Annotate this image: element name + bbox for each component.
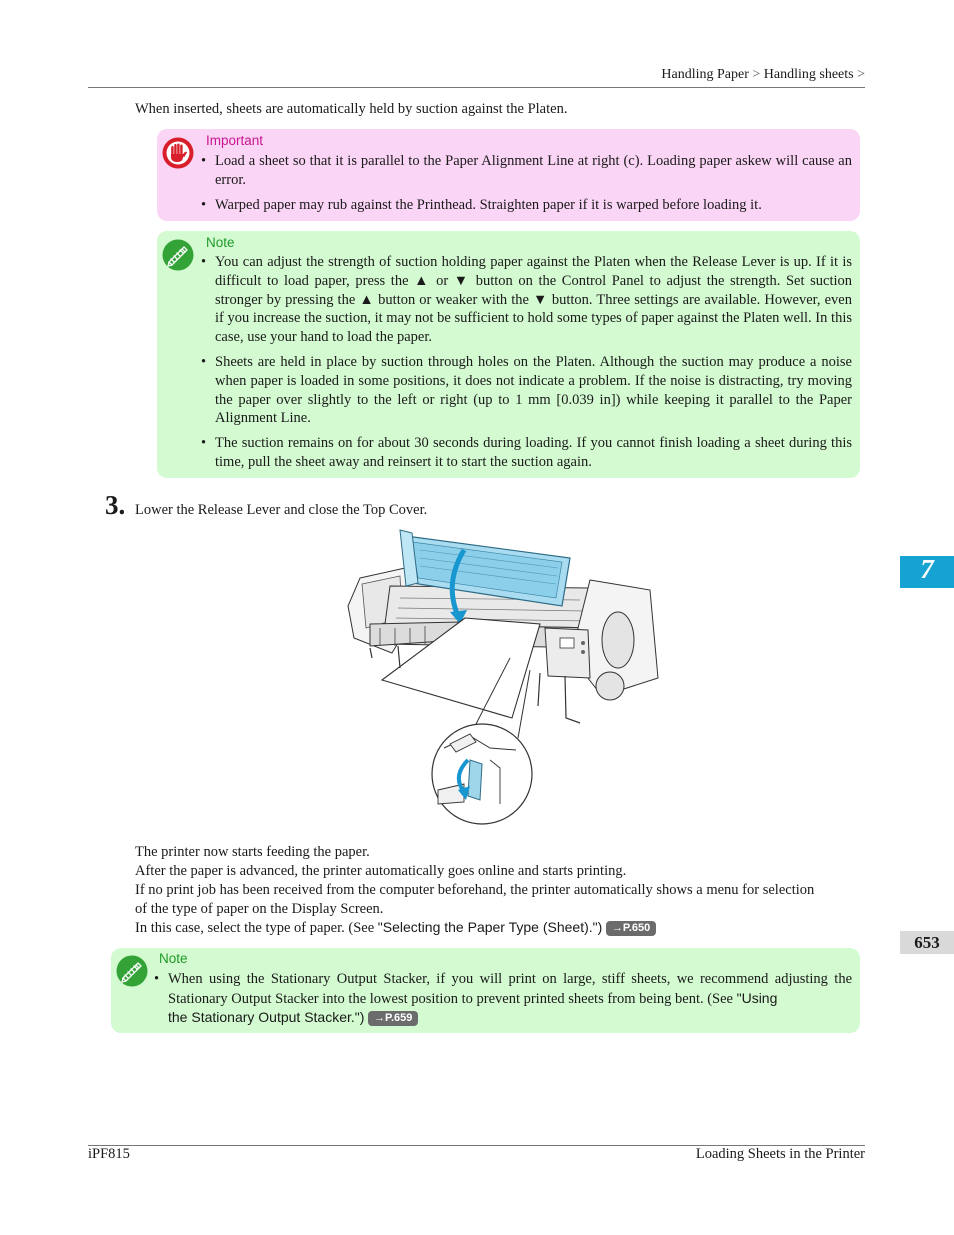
printer-illustration — [340, 528, 660, 828]
important-title: Important — [206, 133, 264, 148]
note-box — [157, 231, 860, 478]
note-item-3: The suction remains on for about 30 seconds during loading. If you cannot finish loading a sheet during this time, pull the sheet away and reinsert it to start the suction again. — [215, 435, 852, 470]
important-box — [157, 129, 860, 221]
note-item-2: Sheets are held in place by suction through holes on the Platen. Although the suction may produce a noise when paper is loaded in some positions, it does not indicate a problem. If the noise is distracting, try moving the paper over slightly to the left or right (up to 1 mm [0.039 in]) while keeping it parallel to the Paper Alignment Line. — [215, 354, 852, 427]
result-line-4-prefix: In this case, select the type of paper. (See — [135, 920, 378, 936]
link-selecting-paper-type[interactable]: "Selecting the Paper Type (Sheet).") — [377, 919, 603, 935]
pencil-note-icon — [115, 954, 149, 988]
list-item — [201, 152, 852, 190]
result-line-1: The printer now starts feeding the paper. — [135, 844, 370, 860]
important-item-1: Load a sheet so that it is parallel to the Paper Alignment Line at right (c). Loading paper askew will cause an error. — [215, 153, 852, 188]
step-number: 3. — [105, 490, 126, 520]
bullet: • — [154, 971, 160, 987]
list-item — [201, 434, 852, 472]
link-using-output-stacker[interactable]: "Using — [736, 989, 778, 1006]
list-item — [201, 253, 852, 347]
result-line-4 — [135, 919, 656, 937]
bullet: • — [201, 254, 207, 270]
breadcrumb-item-handling-sheets[interactable]: Handling sheets — [763, 67, 854, 82]
note2-item-text: When using the Stationary Output Stacker, if you will print on large, stiff sheets, we recommend adjusting the Stationary Output Stacker into the lowest position to prevent printed sheets from being bent. (See — [168, 971, 852, 1007]
note2-item-1 — [168, 970, 852, 1009]
header-divider — [88, 87, 865, 88]
note-item-1: You can adjust the strength of suction holding paper against the Platen when the Release Lever is up. If it is difficult to load paper, press the ▲ or ▼ button on the Control Panel to adjust the strength. Set suction stronger by pressing the ▲ button or weaker with the ▼ button. Three settings are available. However, even if you increase the suction, it may not be sufficient to hold some types of paper against the Platen well. In this case, use your hand to load the paper. — [215, 254, 852, 346]
breadcrumb-separator: > — [752, 67, 761, 82]
note-title: Note — [206, 235, 235, 250]
list-item — [154, 970, 852, 1009]
result-line-3a: If no print job has been received from the computer beforehand, the printer automatically shows a menu for selection — [135, 882, 815, 898]
note-box — [111, 948, 860, 1033]
breadcrumb — [661, 67, 865, 83]
list-item-continuation — [168, 1008, 852, 1028]
page-number: 653 — [914, 933, 940, 952]
list-item — [201, 353, 852, 428]
footer-model: iPF815 — [88, 1146, 130, 1162]
step-text: Lower the Release Lever and close the Top Cover. — [135, 502, 428, 518]
result-line-3b: of the type of paper on the Display Screen. — [135, 901, 384, 917]
chapter-number: 7 — [920, 554, 934, 584]
footer-section-title: Loading Sheets in the Printer — [695, 1146, 865, 1162]
bullet: • — [201, 354, 207, 370]
result-line-2: After the paper is advanced, the printer automatically goes online and starts printing. — [135, 863, 627, 879]
stop-hand-icon — [161, 136, 195, 170]
list-item — [201, 196, 852, 215]
pencil-note-icon — [161, 238, 195, 272]
intro-paragraph: When inserted, sheets are automatically held by suction against the Platen. — [135, 101, 568, 117]
breadcrumb-separator: > — [857, 67, 865, 82]
note-title: Note — [159, 951, 188, 966]
link-using-output-stacker-continued[interactable]: the Stationary Output Stacker.") — [168, 1009, 365, 1025]
page-ref-badge[interactable]: →P.650 — [606, 921, 656, 936]
important-item-2: Warped paper may rub against the Printhead. Straighten paper if it is warped before loading it. — [215, 197, 762, 213]
bullet: • — [201, 435, 207, 451]
breadcrumb-item-handling-paper[interactable]: Handling Paper — [661, 67, 749, 82]
bullet: • — [201, 153, 207, 169]
bullet: • — [201, 197, 207, 213]
page-ref-badge[interactable]: →P.659 — [368, 1011, 418, 1026]
